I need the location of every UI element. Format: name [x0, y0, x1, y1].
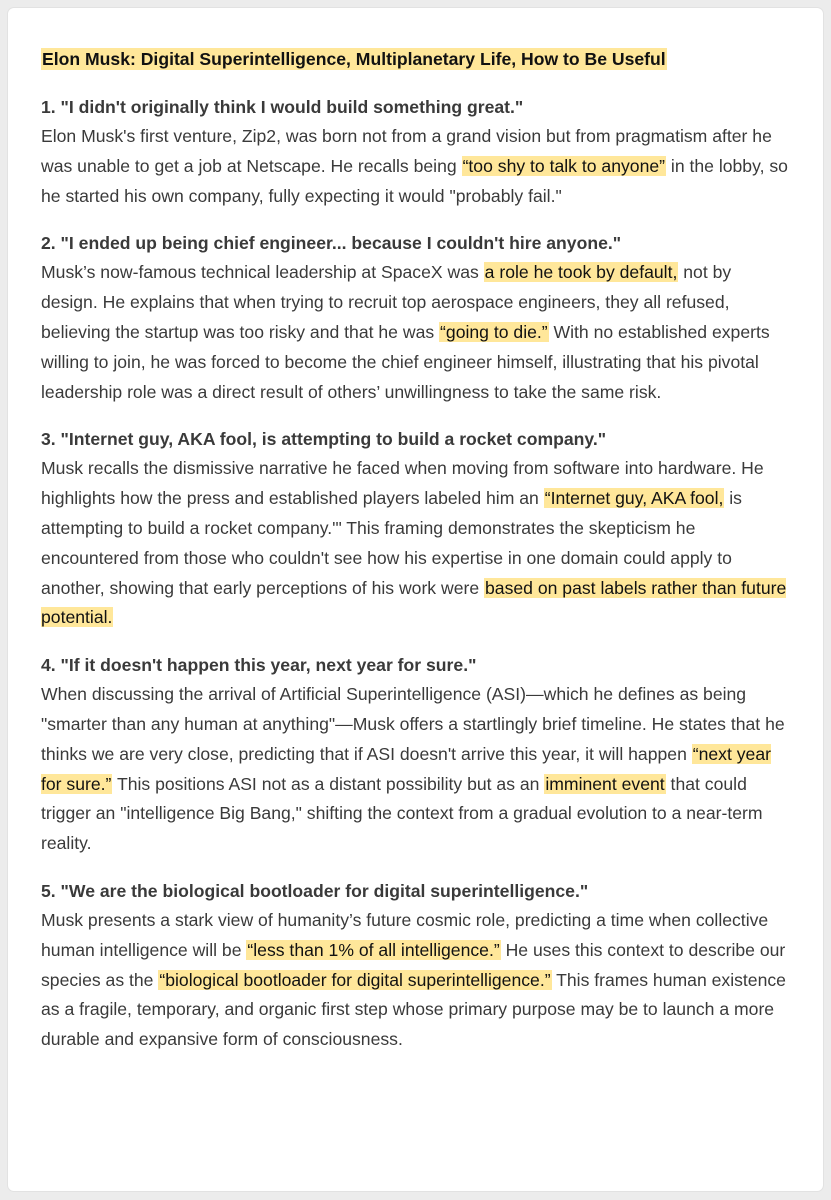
highlighted-quote: imminent event: [545, 773, 665, 794]
body-text: Musk recalls the dismissive narrative he faced when moving from software into hardware. He highlights how the press and established players labeled him an: [41, 458, 764, 509]
body-text: is attempting to build a rocket company.'" This framing demonstrates the skepticism he encountered from those who couldn't see how his expertise in one domain could apply to another, showing that early perceptions of his work were: [41, 488, 742, 598]
body-text: He uses this context to describe our species as the: [41, 939, 786, 990]
section-3: [41, 424, 791, 633]
section-body: [41, 258, 791, 407]
section-body: [41, 906, 791, 1055]
section-body: [41, 122, 791, 211]
highlighted-quote: “Internet guy, AKA fool,: [544, 488, 724, 509]
body-text: Musk’s now-famous technical leadership at SpaceX was: [41, 262, 484, 283]
sections-container: [41, 92, 791, 1055]
section-heading: 2. "I ended up being chief engineer... because I couldn't hire anyone.": [41, 233, 622, 254]
section-2: [41, 228, 791, 407]
highlighted-quote: “going to die.”: [440, 321, 548, 342]
highlighted-quote: based on past labels rather than future potential.: [41, 577, 787, 628]
body-text: not by design. He explains that when trying to recruit top aerospace engineers, they all refused, believing the startup was too risky and that he was: [41, 262, 732, 342]
section-heading: 5. "We are the biological bootloader for digital superintelligence.": [41, 880, 589, 901]
body-text: With no established experts willing to join, he was forced to become the chief engineer himself, illustrating that his pivotal leadership role was a direct result of others’ unwillingness to take the same risk.: [41, 321, 770, 402]
body-text: When discussing the arrival of Artificial Superintelligence (ASI)—which he defines as being "smarter than any human at anything"—Musk offers a startlingly brief timeline. He states that he thinks we are very close, predicting that if ASI doesn't arrive this year, it will happen: [41, 684, 785, 764]
body-text: in the lobby, so he started his own company, fully expecting it would "probably fail.": [41, 155, 788, 206]
document-title: Elon Musk: Digital Superintelligence, Multiplanetary Life, How to Be Useful: [42, 49, 666, 69]
body-text: Elon Musk's first venture, Zip2, was born not from a grand vision but from pragmatism after he was unable to get a job at Netscape. He recalls being: [41, 126, 772, 176]
section-5: [41, 876, 791, 1055]
section-4: [41, 650, 791, 859]
highlighted-quote: “too shy to talk to anyone”: [462, 155, 666, 176]
highlighted-quote: “biological bootloader for digital superintelligence.”: [159, 969, 551, 990]
section-body: [41, 454, 791, 633]
section-heading: 3. "Internet guy, AKA fool, is attempting to build a rocket company.": [41, 429, 607, 450]
document-card: [8, 8, 823, 1191]
body-text: Musk presents a stark view of humanity’s future cosmic role, predicting a time when collective human intelligence will be: [41, 909, 769, 960]
section-heading: 4. "If it doesn't happen this year, next year for sure.": [41, 655, 477, 676]
body-text: This frames human existence as a fragile, temporary, and organic first step whose primary purpose may be to launch a more durable and expansive form of consciousness.: [41, 969, 786, 1050]
highlighted-quote: “less than 1% of all intelligence.”: [247, 939, 500, 960]
section-1: [41, 92, 791, 211]
body-text: that could trigger an "intelligence Big Bang," shifting the context from a gradual evolution to a near-term reality.: [41, 773, 763, 854]
section-heading: 1. "I didn't originally think I would build something great.": [41, 97, 524, 117]
highlighted-quote: “next year for sure.”: [41, 743, 771, 794]
body-text: This positions ASI not as a distant possibility but as an: [112, 773, 545, 794]
highlighted-quote: a role he took by default,: [484, 262, 678, 283]
title-wrap: [41, 44, 791, 74]
section-body: [41, 680, 791, 859]
